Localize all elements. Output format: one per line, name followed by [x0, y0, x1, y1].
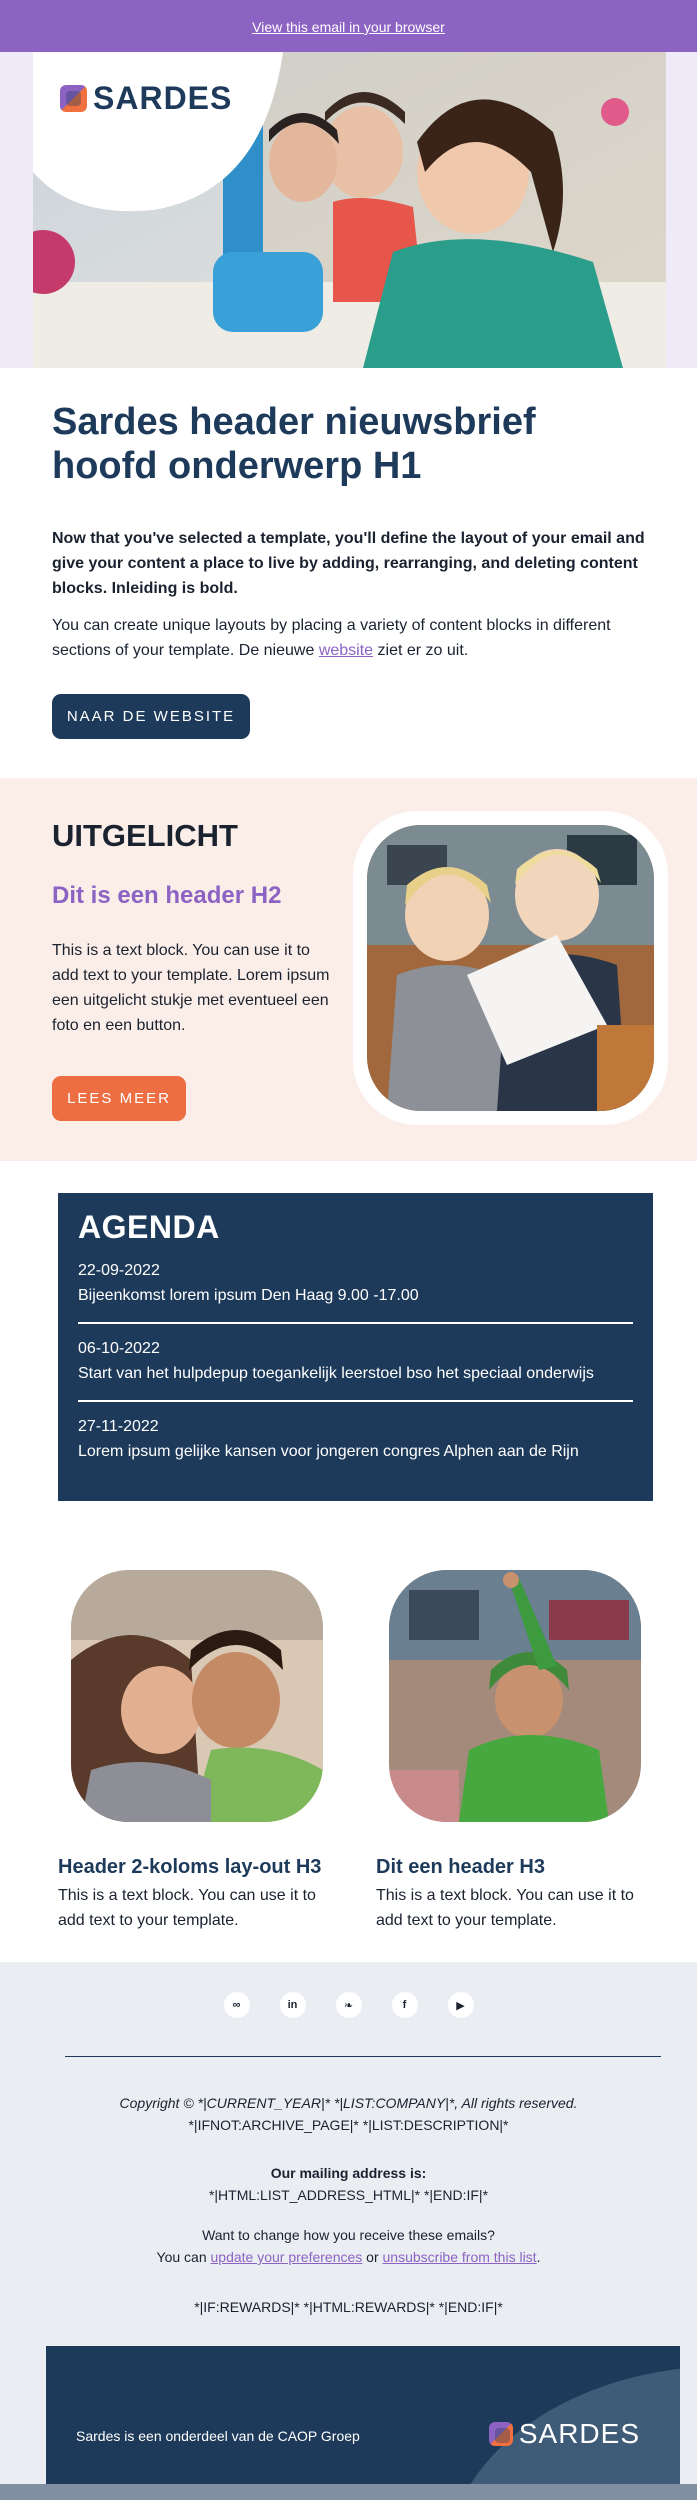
- agenda-section: [58, 1193, 653, 1501]
- featured-photo-frame: [353, 811, 668, 1125]
- agenda-date: 06-10-2022: [78, 1340, 160, 1357]
- bottom-strip: [0, 2484, 697, 2500]
- intro-paragraph: [52, 613, 652, 663]
- sardes-logo-text: SARDES: [93, 80, 233, 116]
- mailing-address-heading: Our mailing address is:: [270, 2165, 427, 2181]
- agenda-date: 27-11-2022: [78, 1418, 159, 1435]
- agenda-title: AGENDA: [78, 1209, 220, 1245]
- copyright-line-2: *|IFNOT:ARCHIVE_PAGE|* *|LIST:DESCRIPTION|*: [188, 2117, 509, 2133]
- footer-logo-text: SARDES: [518, 2418, 640, 2449]
- column-right: [376, 1570, 656, 1933]
- mailing-address: [0, 2162, 697, 2206]
- footer-logo[interactable]: [489, 2418, 640, 2450]
- preferences-text: [0, 2224, 697, 2268]
- intro-paragraph-start: You can create unique layouts by placing a variety of content blocks in different sections of your template. De nieuwe: [52, 617, 611, 659]
- intro-paragraph-end: ziet er zo uit.: [373, 642, 469, 659]
- facebook-icon[interactable]: f: [392, 1992, 418, 2018]
- visit-website-button[interactable]: NAAR DE WEBSITE: [52, 694, 250, 739]
- column-right-title: Dit een header H3: [376, 1856, 545, 1878]
- column-right-text: This is a text block. You can use it to add text to your template.: [376, 1887, 634, 1929]
- intro-section: [52, 400, 652, 663]
- update-preferences-link[interactable]: update your preferences: [210, 2249, 363, 2265]
- featured-photo: [367, 825, 654, 1111]
- hero-image: [33, 52, 666, 368]
- column-right-photo: [389, 1570, 641, 1822]
- featured-text: This is a text block. You can use it to add text to your template. Lorem ipsum een uitgelicht stukje met eventueel een foto en een button.: [52, 942, 330, 1034]
- youtube-icon[interactable]: ▶: [448, 1992, 474, 2018]
- unsubscribe-link[interactable]: unsubscribe from this list: [382, 2249, 537, 2265]
- footer: [0, 1962, 697, 2500]
- linkedin-icon[interactable]: in: [280, 1992, 306, 2018]
- featured-subtitle: Dit is een header H2: [52, 882, 282, 909]
- intro-lead: Now that you've selected a template, you'll define the layout of your email and give your content a place to live by adding, rearranging, and deleting content blocks. Inleiding is bold.: [52, 530, 645, 597]
- or-text: or: [362, 2249, 383, 2265]
- period-text: .: [536, 2249, 541, 2265]
- agenda-item[interactable]: [78, 1400, 633, 1464]
- copyright: [0, 2092, 697, 2136]
- featured-section: [0, 778, 697, 1161]
- preferences-question: Want to change how you receive these emails?: [202, 2227, 495, 2243]
- rewards-text: *|IF:REWARDS|* *|HTML:REWARDS|* *|END:IF|*: [194, 2299, 503, 2315]
- column-left-text: This is a text block. You can use it to add text to your template.: [58, 1887, 316, 1929]
- page-title-line-1: Sardes header nieuwsbrief: [52, 401, 536, 443]
- agenda-description: Bijeenkomst lorem ipsum Den Haag 9.00 -17.00: [78, 1287, 419, 1304]
- footer-logo-icon: [489, 2422, 513, 2446]
- sardes-logo[interactable]: [60, 80, 232, 117]
- footer-divider: [65, 2056, 661, 2057]
- agenda-description: Start van het hulpdepup toegankelijk leerstoel bso het speciaal onderwijs: [78, 1365, 594, 1382]
- page-title-line-2: hoofd onderwerp H1: [52, 445, 422, 487]
- you-can-text: You can: [156, 2249, 211, 2265]
- column-left-photo: [71, 1570, 323, 1822]
- featured-title: UITGELICHT: [52, 818, 238, 853]
- page-title: [52, 400, 652, 488]
- mailing-address-value: *|HTML:LIST_ADDRESS_HTML|* *|END:IF|*: [208, 2187, 489, 2203]
- preferences-line: [0, 2246, 697, 2268]
- column-right-illustration: [389, 1570, 641, 1822]
- agenda-item[interactable]: [78, 1322, 633, 1386]
- read-more-button[interactable]: LEES MEER: [52, 1076, 186, 1121]
- view-in-browser-link[interactable]: View this email in your browser: [252, 19, 445, 35]
- link-icon[interactable]: ∞: [224, 1992, 250, 2018]
- website-link[interactable]: website: [318, 642, 374, 659]
- column-left-illustration: [71, 1570, 323, 1822]
- sardes-logo-icon: [60, 85, 87, 112]
- copyright-line-1: Copyright © *|CURRENT_YEAR|* *|LIST:COMPANY|*, All rights reserved.: [119, 2095, 578, 2111]
- twitter-icon[interactable]: ❧: [336, 1992, 362, 2018]
- top-bar: [0, 0, 697, 52]
- agenda-description: Lorem ipsum gelijke kansen voor jongeren congres Alphen aan de Rijn: [78, 1443, 579, 1460]
- hero-section: [0, 52, 697, 368]
- social-links: [0, 1992, 697, 2018]
- column-left-title: Header 2-koloms lay-out H3: [58, 1856, 322, 1878]
- agenda-date: 22-09-2022: [78, 1262, 160, 1279]
- column-left: [58, 1570, 338, 1933]
- featured-illustration: [367, 825, 654, 1111]
- agenda-item[interactable]: [78, 1246, 633, 1308]
- brand-bar: [46, 2346, 680, 2500]
- hero-logo-shape: [33, 52, 293, 222]
- brand-note: Sardes is een onderdeel van de CAOP Groep: [76, 2428, 360, 2444]
